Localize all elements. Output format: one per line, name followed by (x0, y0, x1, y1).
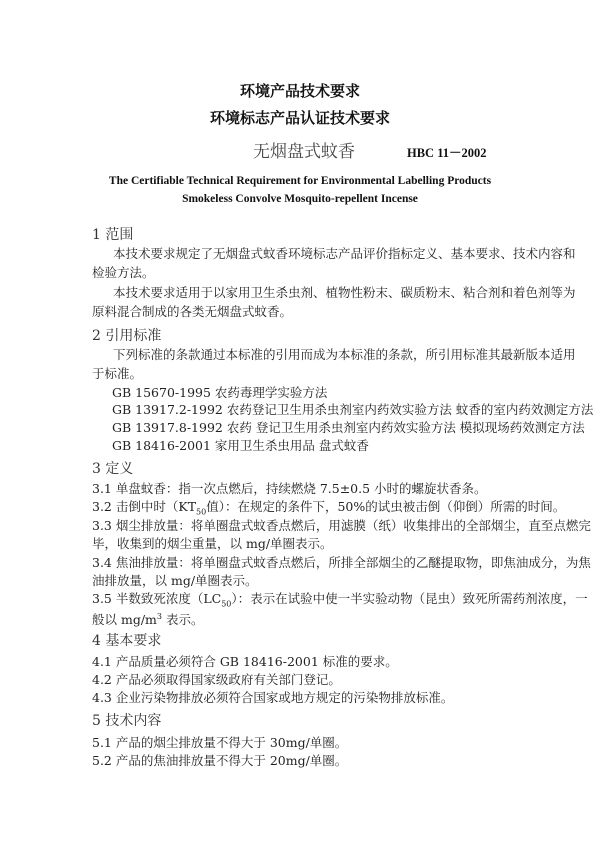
subscript: 50 (196, 507, 207, 517)
paragraph-line: 下列标准的条款通过本标准的引用而成为本标准的条款，所引用标准其最新版本适用 (113, 347, 576, 362)
definition-text: 3.2 击倒中时（KT (92, 499, 197, 514)
definition-text: 般以 mg/m (92, 612, 157, 628)
reference-item: GB 13917.8-1992 农药 登记卫生用杀虫剂室内药效实验方法 模拟现场药效测定方法 (112, 420, 585, 435)
section-heading: 5 技术内容 (92, 713, 162, 729)
paragraph-line: 原料混合制成的各类无烟盘式蚊香。 (92, 304, 293, 319)
definition-text: 3.5 半数致死浓度（LC (92, 591, 222, 606)
subscript: 50 (221, 599, 232, 609)
english-subtitle: Smokeless Convolve Mosquito-repellent Incense (182, 193, 418, 205)
reference-item: GB 18416-2001 家用卫生杀虫用品 盘式蚊香 (112, 438, 369, 453)
reference-item: GB 13917.2-1992 农药登记卫生用杀虫剂室内药效实验方法 蚊香的室内药效测定方法 (112, 402, 594, 417)
definition-line: 油排放量，以 mg/单圈表示。 (92, 573, 258, 588)
definition-text: ）：表示在试验中使一半实验动物（昆虫）致死所需药剂浓度，一 (231, 591, 588, 606)
superscript: 3 (156, 612, 162, 621)
paragraph-line: 本技术要求适用于以家用卫生杀虫剂、植物性粉末、碳质粉末、粘合剂和着色剂等为 (113, 285, 576, 300)
section-heading: 3 定义 (92, 461, 134, 477)
section-heading: 2 引用标准 (92, 328, 162, 344)
doc-title: 环境产品技术要求 (239, 82, 360, 100)
doc-subtitle: 无烟盘式蚊香 (253, 142, 355, 162)
technical-item: 5.1 产品的烟尘排放量不得大于 30mg/单圈。 (92, 735, 348, 750)
definition-line: 3.1 单盘蚊香：指一次点燃后，持续燃烧 7.5±0.5 小时的螺旋状香条。 (92, 481, 487, 496)
english-title: The Certifiable Technical Requirement for Environmental Labelling Products (108, 175, 492, 187)
definition-line: 毕，收集到的烟尘重量，以 mg/单圈表示。 (92, 536, 333, 551)
requirement-item: 4.2 产品必须取得国家级政府有关部门登记。 (92, 672, 341, 687)
definition-line: 3.4 焦油排放量：将单圈盘式蚊香点燃后，所排全部烟尘的乙醚提取物，即焦油成分，为焦 (92, 555, 591, 570)
definition-text: 表示。 (162, 612, 204, 628)
requirement-item: 4.1 产品质量必须符合 GB 18416-2001 标准的要求。 (92, 654, 398, 669)
paragraph-line: 于标准。 (92, 366, 143, 381)
definition-line (92, 609, 203, 628)
reference-item: GB 15670-1995 农药毒理学实验方法 (112, 385, 328, 400)
section-heading: 4 基本要求 (92, 633, 162, 649)
paragraph-line: 检验方法。 (92, 265, 155, 280)
technical-item: 5.2 产品的焦油排放量不得大于 20mg/单圈。 (92, 753, 348, 768)
paragraph-line: 本技术要求规定了无烟盘式蚊香环境标志产品评价指标定义、基本要求、技术内容和 (113, 246, 576, 261)
definition-line: 3.3 烟尘排放量：将单圈盘式蚊香点燃后，用滤膜（纸）收集排出的全部烟尘，直至点燃完 (92, 518, 591, 533)
definition-text: 值）：在规定的条件下，50%的试虫被击倒（仰倒）所需的时间。 (206, 499, 566, 514)
section-heading: 1 范围 (92, 227, 134, 243)
doc-title-2: 环境标志产品认证技术要求 (209, 109, 390, 127)
requirement-item: 4.3 企业污染物排放必须符合国家或地方规定的污染物排放标准。 (92, 690, 454, 705)
standard-code: HBC 11－2002 (407, 146, 487, 160)
